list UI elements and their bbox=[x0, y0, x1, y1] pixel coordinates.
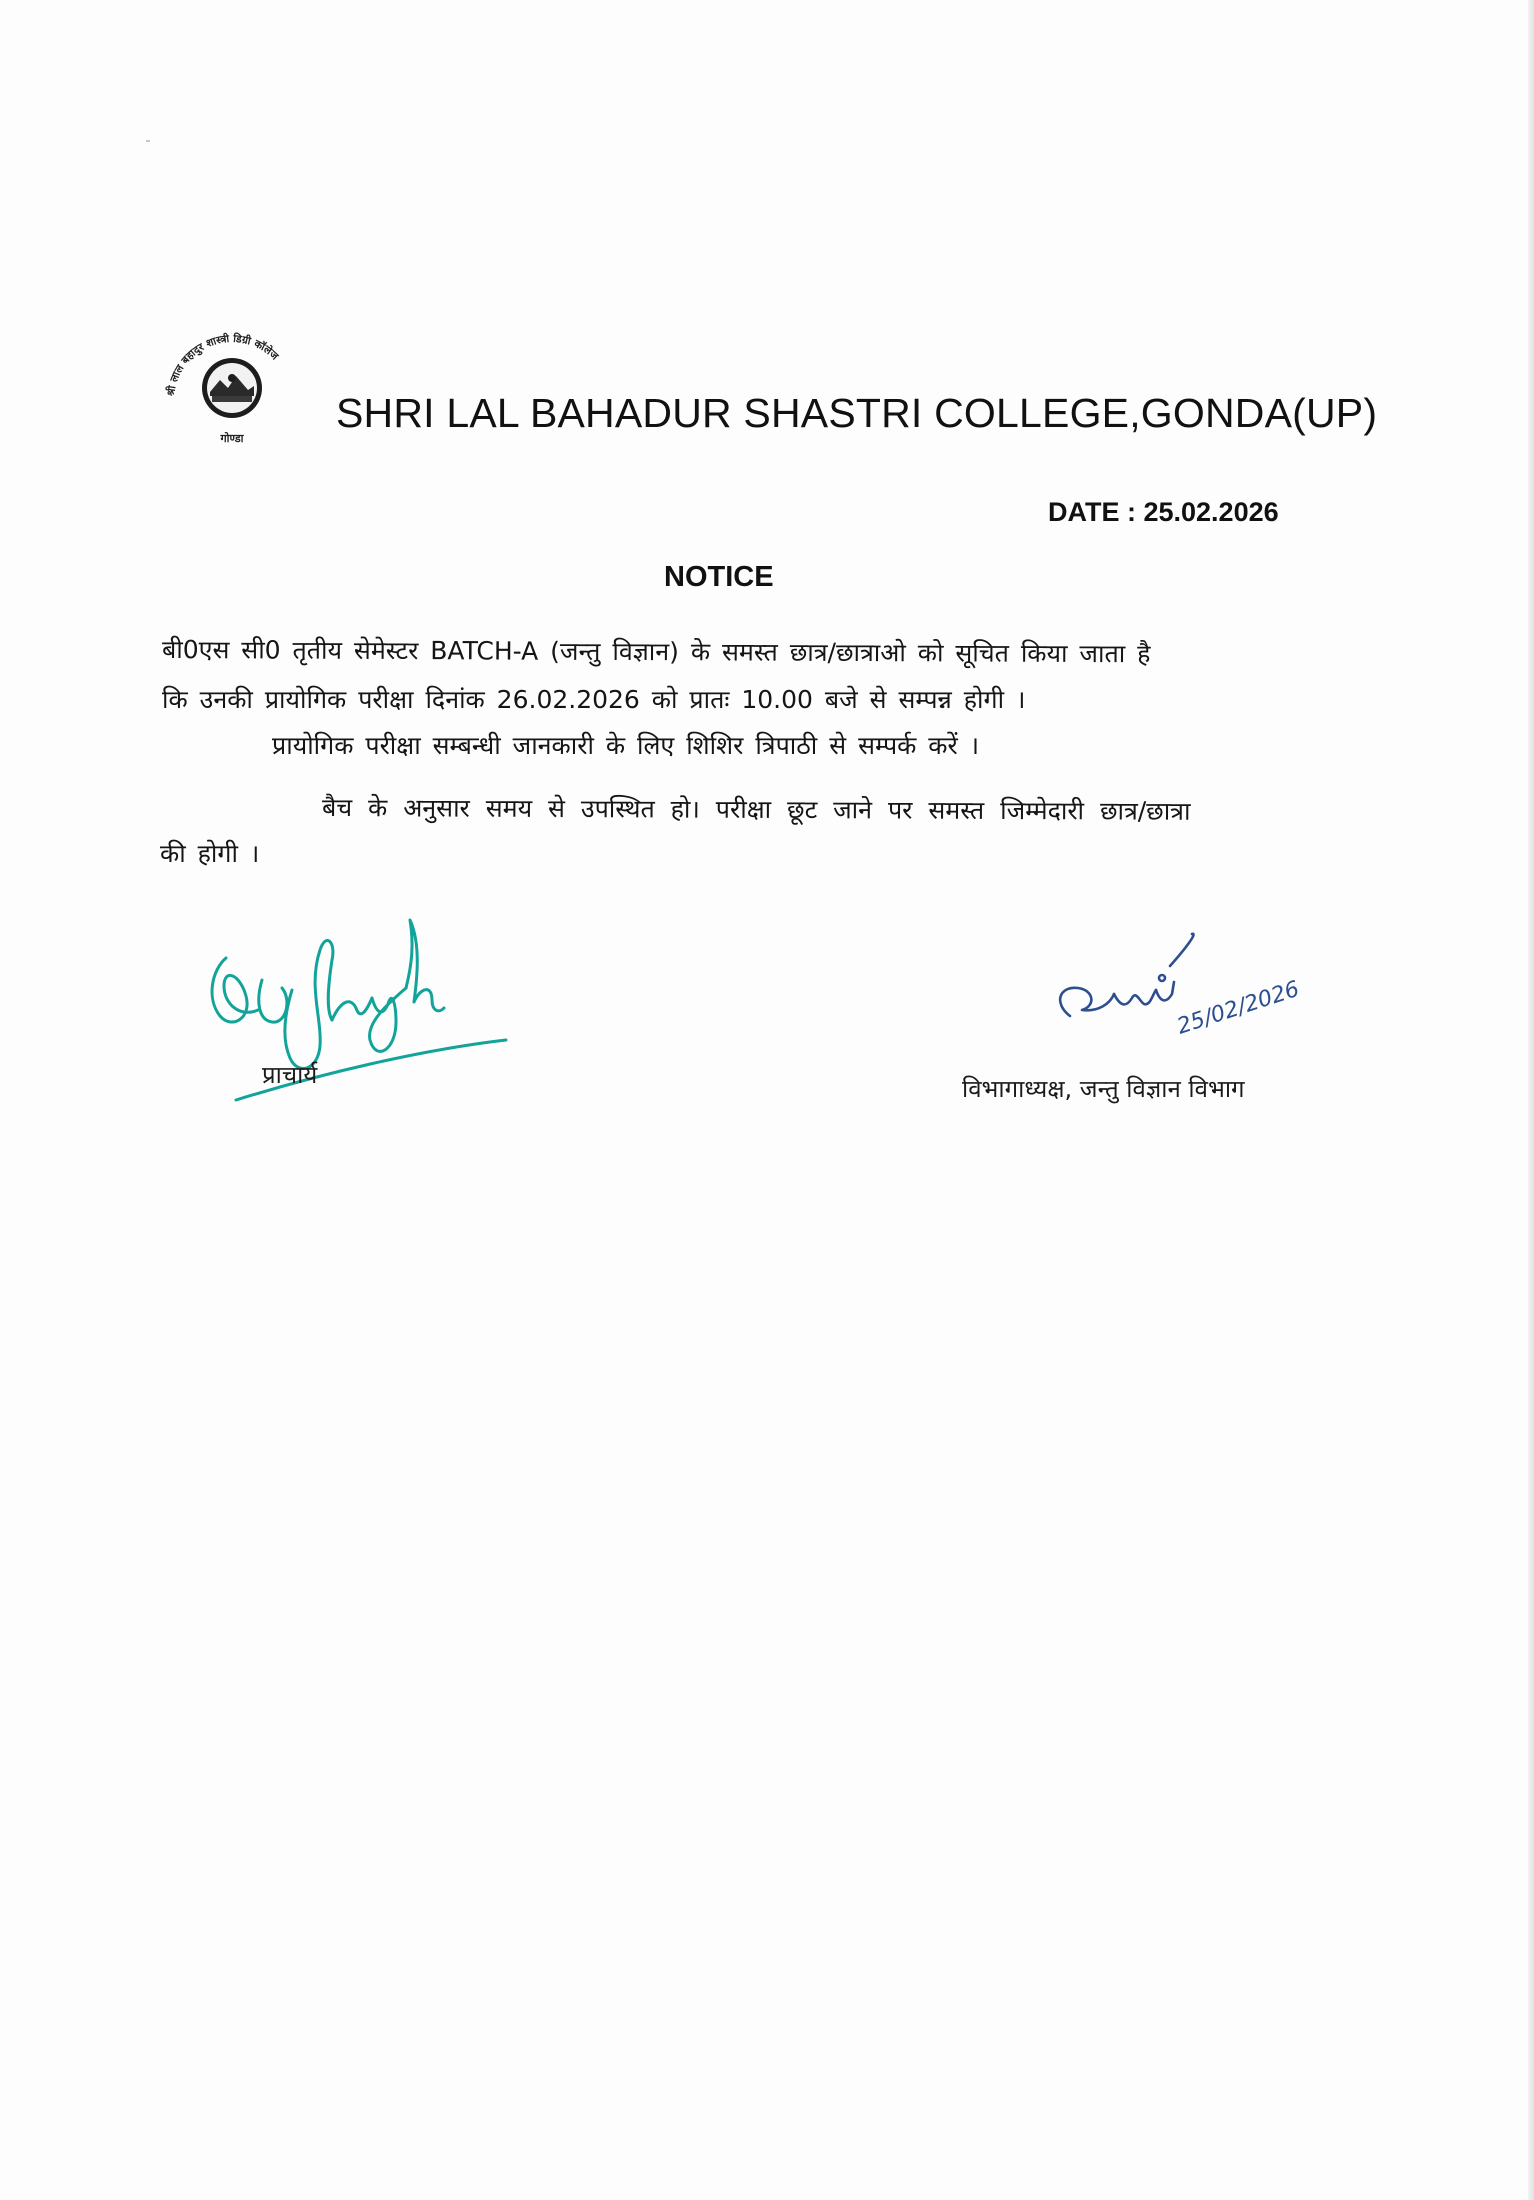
college-logo-seal bbox=[156, 322, 308, 446]
college-name: SHRI LAL BAHADUR SHASTRI COLLEGE,GONDA(UP) bbox=[336, 390, 1378, 436]
logo-city-text: गोण्डा bbox=[220, 432, 244, 445]
principal-label: प्राचार्य bbox=[262, 1061, 318, 1089]
notice-paragraph-3-line-2: की होगी । bbox=[160, 839, 260, 868]
principal-signature bbox=[200, 890, 530, 1130]
notice-heading: NOTICE bbox=[664, 561, 774, 593]
notice-paragraph-1-line-2: कि उनकी प्रायोगिक परीक्षा दिनांक 26.02.2026 को प्रातः 10.00 बजे से सम्पन्न होगी । bbox=[162, 685, 1026, 714]
hod-signature-date: 25/02/2026 bbox=[1174, 976, 1303, 1040]
notice-paragraph-1-line-1: बी0एस सी0 तृतीय सेमेस्टर BATCH-A (जन्तु विज्ञान) के समस्त छात्र/छात्राओ को सूचित किया जाता है bbox=[161, 635, 1151, 669]
notice-paragraph-3-line-1: बैच के अनुसार समय से उपस्थित हो। परीक्षा छूट जाने पर समस्त जिम्मेदारी छात्र/छात्रा bbox=[321, 793, 1191, 826]
scan-speck bbox=[146, 140, 150, 142]
notice-paragraph-2: प्रायोगिक परीक्षा सम्बन्धी जानकारी के लिए शिशिर त्रिपाठी से सम्पर्क करें । bbox=[272, 731, 980, 760]
hod-signature bbox=[1040, 920, 1330, 1070]
hod-label: विभागाध्यक्ष, जन्तु विज्ञान विभाग bbox=[962, 1075, 1245, 1103]
logo-arc-text: श्री लाल बहादुर शास्त्री डिग्री कॉलेज bbox=[164, 332, 281, 397]
page-edge-shadow bbox=[1528, 0, 1534, 2200]
notice-date: DATE : 25.02.2026 bbox=[1048, 497, 1279, 527]
